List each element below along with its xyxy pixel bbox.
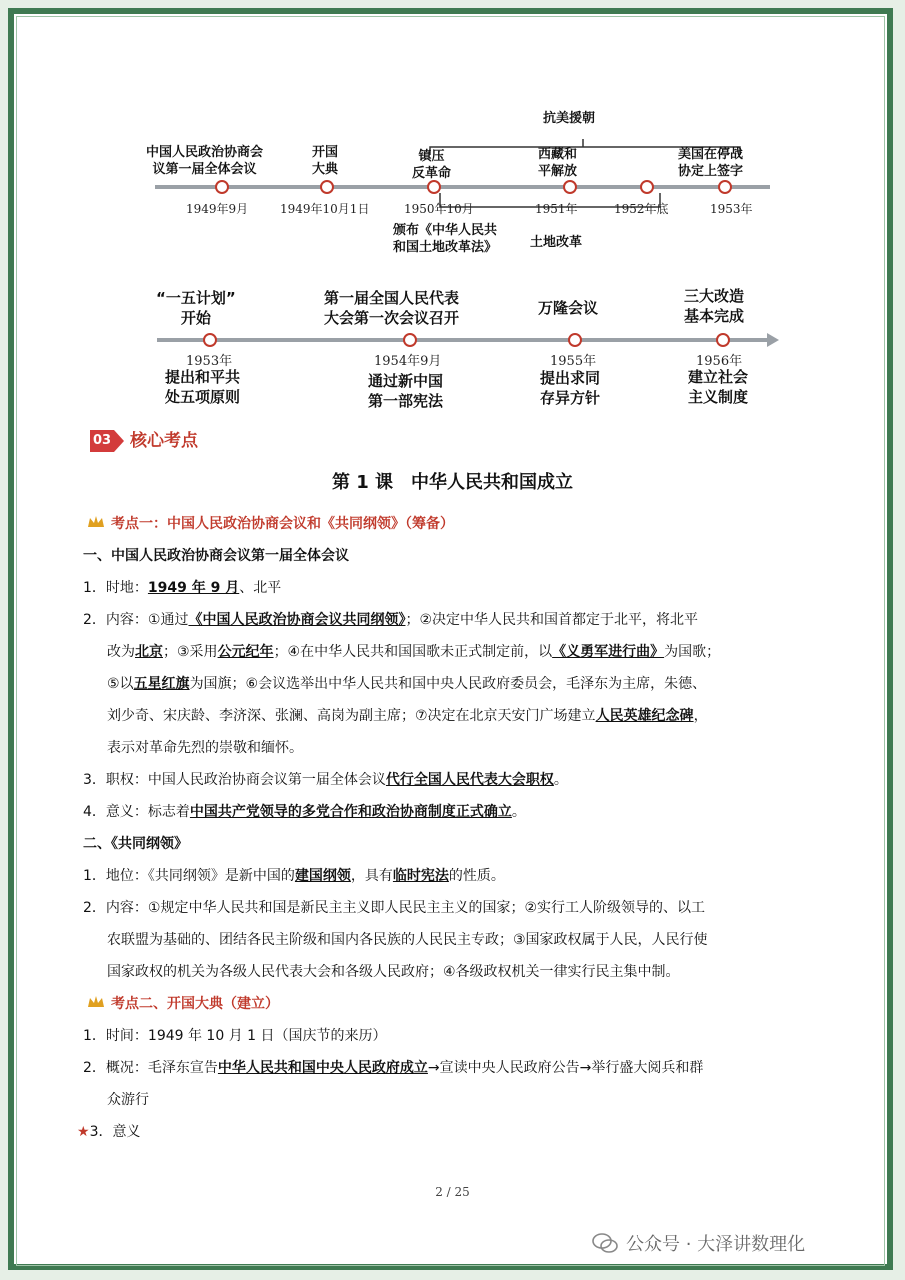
- section-number: 03: [90, 430, 114, 452]
- star-icon: ★: [77, 1124, 90, 1140]
- section-arrow-icon: [114, 430, 124, 452]
- para-time: 1．时间：1949 年 10 月 1 日（国庆节的来历）: [83, 1028, 387, 1044]
- para-content-1: 2．内容：①通过《中国人民政治协商会议共同纲领》；②决定中华人民共和国首都定于北平，将北平: [83, 612, 699, 628]
- para-overview-2: 众游行: [107, 1092, 149, 1108]
- event-land-reform: 土地改革: [530, 235, 583, 250]
- date-2: 1949年10月1日: [280, 202, 370, 216]
- date2-3: 1955年: [550, 354, 597, 369]
- para-status: 1．地位：《共同纲领》是新中国的建国纲领，具有临时宪法的性质。: [83, 868, 505, 884]
- section-badge: [90, 428, 220, 454]
- date2-2: 1954年9月: [374, 354, 442, 369]
- wechat-icon: [592, 1232, 618, 1254]
- bracket-label: 抗美援朝: [543, 111, 596, 126]
- para-program-2: 农联盟为基础的、团结各民主阶级和国内各民族的人民民主专政；③国家政权属于人民，人民行使: [107, 932, 708, 948]
- heading-1: 一、中国人民政治协商会议第一届全体会议: [83, 548, 349, 564]
- event-cppcc: 中国人民政治协商会 议第一届全体会议: [146, 145, 264, 177]
- section-label: 核心考点: [130, 431, 198, 451]
- para-overview-1: 2．概况：毛泽东宣告中华人民共和国中央人民政府成立→宣读中央人民政府公告→举行盛大阅兵和群: [83, 1060, 704, 1076]
- event-five-year-plan: “一五计划” 开始: [156, 289, 236, 327]
- para-content-3: ⑤以五星红旗为国旗；⑥会议选举出中华人民共和国中央人民政府委员会，毛泽东为主席，朱德、: [107, 676, 707, 692]
- watermark: 公众号 · 大泽讲数理化: [592, 1230, 805, 1256]
- event-tibet: 西藏和 平解放: [538, 147, 578, 179]
- date2-1: 1953年: [186, 354, 233, 369]
- crown-icon: [87, 995, 105, 1009]
- event-socialist-system: 建立社会 主义制度: [688, 368, 749, 406]
- para-content-4: 刘少奇、宋庆龄、李济深、张澜、高岗为副主席；⑦决定在北京天安门广场建立人民英雄纪念碑，: [107, 708, 708, 724]
- event-five-principles: 提出和平共 处五项原则: [165, 368, 241, 406]
- date2-4: 1956年: [696, 354, 743, 369]
- lesson-title: 第 1 课 中华人民共和国成立: [331, 472, 574, 493]
- para-meaning: ★3．意义: [77, 1124, 141, 1140]
- para-content-2: 改为北京；③采用公元纪年；④在中华人民共和国国歌未正式制定前，以《义勇军进行曲》为国歌；: [107, 644, 721, 660]
- event-suppress: 镇压 反革命: [412, 149, 452, 181]
- para-authority: 3．职权：中国人民政治协商会议第一届全体会议代行全国人民代表大会职权。: [83, 772, 568, 788]
- date-1: 1949年9月: [186, 202, 249, 216]
- event-seek-common: 提出求同 存异方针: [540, 369, 601, 407]
- timeline-2-graphic: [155, 325, 780, 355]
- date-3: 1950年10月: [404, 202, 474, 216]
- heading-2: 二、《共同纲领》: [83, 836, 188, 852]
- event-npc: 第一届全国人民代表 大会第一次会议召开: [324, 289, 460, 327]
- event-founding: 开国 大典: [312, 145, 339, 177]
- date-4: 1951年: [535, 202, 578, 216]
- event-constitution: 通过新中国 第一部宪法: [368, 372, 444, 410]
- key-point-2: 考点二、开国大典（建立）: [83, 988, 843, 1020]
- event-land-law: 颁布《中华人民共 和国土地改革法》: [393, 223, 498, 255]
- para-content-5: 表示对革命先烈的崇敬和缅怀。: [107, 740, 303, 756]
- para-time-place: 1．时地：1949 年 9 月、北平: [83, 580, 282, 596]
- para-significance: 4．意义：标志着中国共产党领导的多党合作和政治协商制度正式确立。: [83, 804, 526, 820]
- event-armistice: 美国在停战 协定上签字: [678, 147, 744, 179]
- key-point-1: 考点一：中国人民政治协商会议和《共同纲领》（筹备）: [83, 508, 843, 540]
- event-three-reforms: 三大改造 基本完成: [684, 287, 745, 325]
- date-6: 1953年: [710, 202, 753, 216]
- para-program-3: 国家政权的机关为各级人民代表大会和各级人民政府；④各级政权机关一律实行民主集中制。: [107, 964, 680, 980]
- page-number: 2 / 25: [435, 1185, 470, 1199]
- event-bandung: 万隆会议: [538, 299, 599, 317]
- date-5: 1952年底: [614, 202, 669, 216]
- body-content: [77, 508, 843, 1148]
- crown-icon: [87, 515, 105, 529]
- para-program-1: 2．内容：①规定中华人民共和国是新民主主义即人民民主主义的国家；②实行工人阶级领导的、以工: [83, 900, 706, 916]
